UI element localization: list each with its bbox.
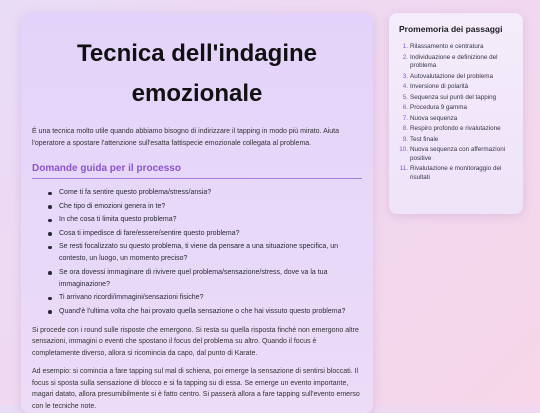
intro-paragraph: È una tecnica molto utile quando abbiamo bisogno di indirizzare il tapping in modo più mirato. Aiuta l'operatore a spostare l'attenzione sull'esatta fattispecie emozionale collegata al problema.: [32, 128, 340, 147]
step-label: Inversione di polarità: [410, 83, 469, 90]
step-number: 4.: [402, 83, 408, 90]
step-label: Rilassamento e centratura: [410, 43, 484, 50]
step-number: 1.: [402, 43, 408, 50]
explanation-paragraph: Si procede con i round sulle risposte che emergono. Si resta su quella risposta finché non emergono altre sensazioni, immagini o eventi che spostano il focus del problema su altro. Quando il focus è completamente diverso, allora si ricomincia da capo, dal punto di Karate.: [32, 326, 359, 357]
example-paragraph: Ad esempio: si comincia a fare tapping sul mal di schiena, poi emerge la sensazione di sentirsi bloccati. Il focus si sposta sulla sensazione di blocco e si fa tapping su di essa. Se emerge un evento importante, magari datato, allora presumibilmente si è fatto centro. Si passerà allora a fare tapping sull'evento emerso con le tecniche note.: [32, 368, 360, 410]
step-number: 7.: [402, 114, 408, 122]
step-item: [399, 115, 513, 124]
step-number: 5.: [402, 93, 408, 101]
step-item: [399, 73, 513, 82]
question-item: Che tipo di emozioni genera in te?: [48, 201, 362, 213]
step-number: 10.: [399, 146, 408, 153]
step-label: Nuova sequenza: [410, 114, 458, 122]
question-item: Se resti focalizzato su questo problema, ti viene da pensare a una situazione specifica, un contesto, un luogo, un momento preciso?: [48, 241, 362, 265]
step-label: Procedura 9 gamma: [410, 104, 468, 111]
step-label: Nuova sequenza con affermazioni positive: [410, 146, 506, 162]
question-item: Quand'è l'ultima volta che hai provato quella sensazione o che hai vissuto questo problema?: [48, 306, 362, 318]
question-item: In che cosa ti limita questo problema?: [48, 214, 362, 226]
step-item: [399, 94, 513, 103]
step-label: Test finale: [410, 135, 439, 143]
question-item: Ti arrivano ricordi/immagini/sensazioni fisiche?: [48, 292, 362, 304]
step-item: [399, 125, 513, 134]
question-item: Cosa ti impedisce di fare/essere/sentire questo problema?: [48, 228, 362, 240]
step-label: Respiro profondo e rivalutazione: [410, 125, 501, 132]
step-item: [399, 83, 513, 92]
step-item: [399, 146, 513, 163]
step-label: Sequenza sui punti del tapping: [410, 93, 497, 101]
questions-list: [32, 187, 362, 318]
step-item: [399, 136, 513, 145]
step-number: 8.: [402, 125, 408, 132]
step-number: 11.: [399, 165, 408, 172]
page-title: Tecnica dell'indagine emozionale: [77, 40, 317, 107]
step-number: 3.: [402, 72, 408, 80]
step-item: [399, 165, 513, 182]
step-label: Autovalutazione del problema: [410, 72, 493, 80]
step-item: [399, 104, 513, 113]
question-item: Se ora dovessi immaginare di rivivere quel problema/sensazione/stress, dove va la tua immaginazione?: [48, 267, 362, 291]
step-number: 9.: [402, 135, 408, 143]
main-content-card: [21, 13, 373, 413]
section-heading: Domande guida per il processo: [32, 163, 362, 179]
step-number: 6.: [402, 104, 408, 111]
step-number: 2.: [402, 53, 408, 61]
step-item: [399, 54, 513, 71]
step-label: Rivalutazione e monitoraggio dei risultati: [410, 165, 502, 181]
step-item: [399, 43, 513, 52]
steps-sidebar: [389, 13, 523, 214]
steps-list: [399, 43, 513, 182]
sidebar-title: Promemoria dei passaggi: [399, 24, 503, 34]
question-item: Come ti fa sentire questo problema/stress/ansia?: [48, 187, 362, 199]
step-label: Individuazione e definizione del problema: [410, 53, 498, 69]
